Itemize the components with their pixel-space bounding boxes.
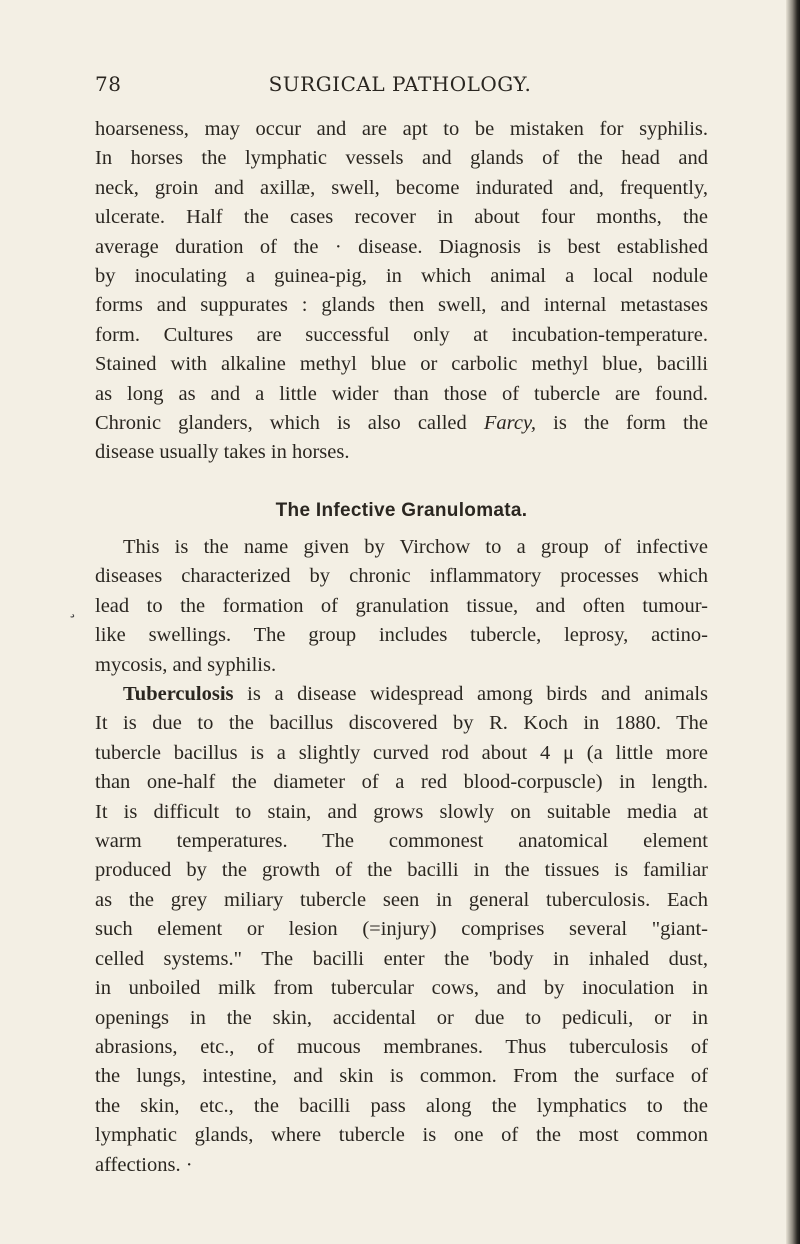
text-line: Stained with alkaline methyl blue or carbolic methyl blue, bacilli (95, 353, 708, 376)
text-line: by inoculating a guinea-pig, in which animal a local nodule (95, 265, 708, 288)
paragraph-infective-granulomata (95, 533, 708, 1180)
text-line: produced by the growth of the bacilli in the tissues is familiar (95, 859, 708, 882)
text-line: It is difficult to stain, and grows slowly on suitable media at (95, 800, 708, 823)
text-line: as long as and a little wider than those of tubercle are found. (95, 382, 708, 405)
text-line: mycosis, and syphilis. (95, 653, 277, 676)
text-run: is the form the (536, 412, 708, 435)
text-line: as the grey miliary tubercle seen in general tuberculosis. Each (95, 888, 708, 911)
italic-term-farcy: Farcy, (483, 412, 537, 435)
text-line: hoarseness, may occur and are apt to be mistaken for syphilis. (95, 118, 708, 140)
text-line-farcy (95, 409, 708, 438)
running-header (95, 72, 705, 102)
text-line: forms and suppurates : glands then swell, and internal metastases (95, 294, 708, 317)
text-line: neck, groin and axillæ, swell, become indurated and, frequently, (95, 176, 708, 199)
text-line: openings in the skin, accidental or due to pediculi, or in (95, 1006, 708, 1029)
bold-term-tuberculosis: Tuberculosis (123, 683, 234, 706)
text-line: the skin, etc., the bacilli pass along the lymphatics to the (95, 1094, 708, 1117)
running-title: SURGICAL PATHOLOGY. (268, 72, 532, 96)
text-line: This is the name given by Virchow to a group of infective (123, 536, 708, 558)
text-line: affections. · (95, 1153, 193, 1176)
paragraph-glanders-continued (95, 115, 708, 468)
text-line: abrasions, etc., of mucous membranes. Thus tuberculosis of (95, 1035, 708, 1058)
text-line: diseases characterized by chronic inflammatory processes which (95, 565, 708, 588)
section-heading: The Infective Granulomata. (275, 500, 528, 521)
text-line: average duration of the · disease. Diagnosis is best established (95, 235, 708, 258)
text-line: lymphatic glands, where tubercle is one of the most common (95, 1124, 708, 1147)
text-line: in unboiled milk from tubercular cows, and by inoculation in (95, 977, 708, 1000)
text-line: warm temperatures. The commonest anatomical element (95, 830, 708, 853)
text-line: than one-half the diameter of a red blood-corpuscle) in length. (95, 771, 708, 794)
page-number: 78 (95, 72, 122, 96)
text-line: In horses the lymphatic vessels and glands of the head and (95, 147, 708, 170)
text-line: like swellings. The group includes tubercle, leprosy, actino- (95, 624, 708, 647)
text-line: the lungs, intestine, and skin is common. From the surface of (95, 1065, 708, 1088)
text-line: lead to the formation of granulation tissue, and often tumour- (95, 594, 708, 617)
text-line-tuberculosis (95, 680, 708, 709)
text-run: is a disease widespread among birds and animals (233, 683, 708, 706)
text-line: It is due to the bacillus discovered by R. Koch in 1880. The (95, 712, 708, 735)
text-line: such element or lesion (=injury) comprises several "giant- (95, 918, 708, 941)
text-line: form. Cultures are successful only at incubation-temperature. (95, 323, 708, 346)
margin-mark: ¸ (68, 598, 77, 619)
text-line: tubercle bacillus is a slightly curved rod about 4 μ (a little more (95, 741, 708, 764)
text-line: ulcerate. Half the cases recover in about four months, the (95, 206, 708, 229)
text-run: Chronic glanders, which is also called (95, 412, 484, 435)
text-line: disease usually takes in horses. (95, 441, 350, 464)
text-line: celled systems." The bacilli enter the 'body in inhaled dust, (95, 947, 708, 970)
page-binding-edge (786, 0, 800, 1244)
